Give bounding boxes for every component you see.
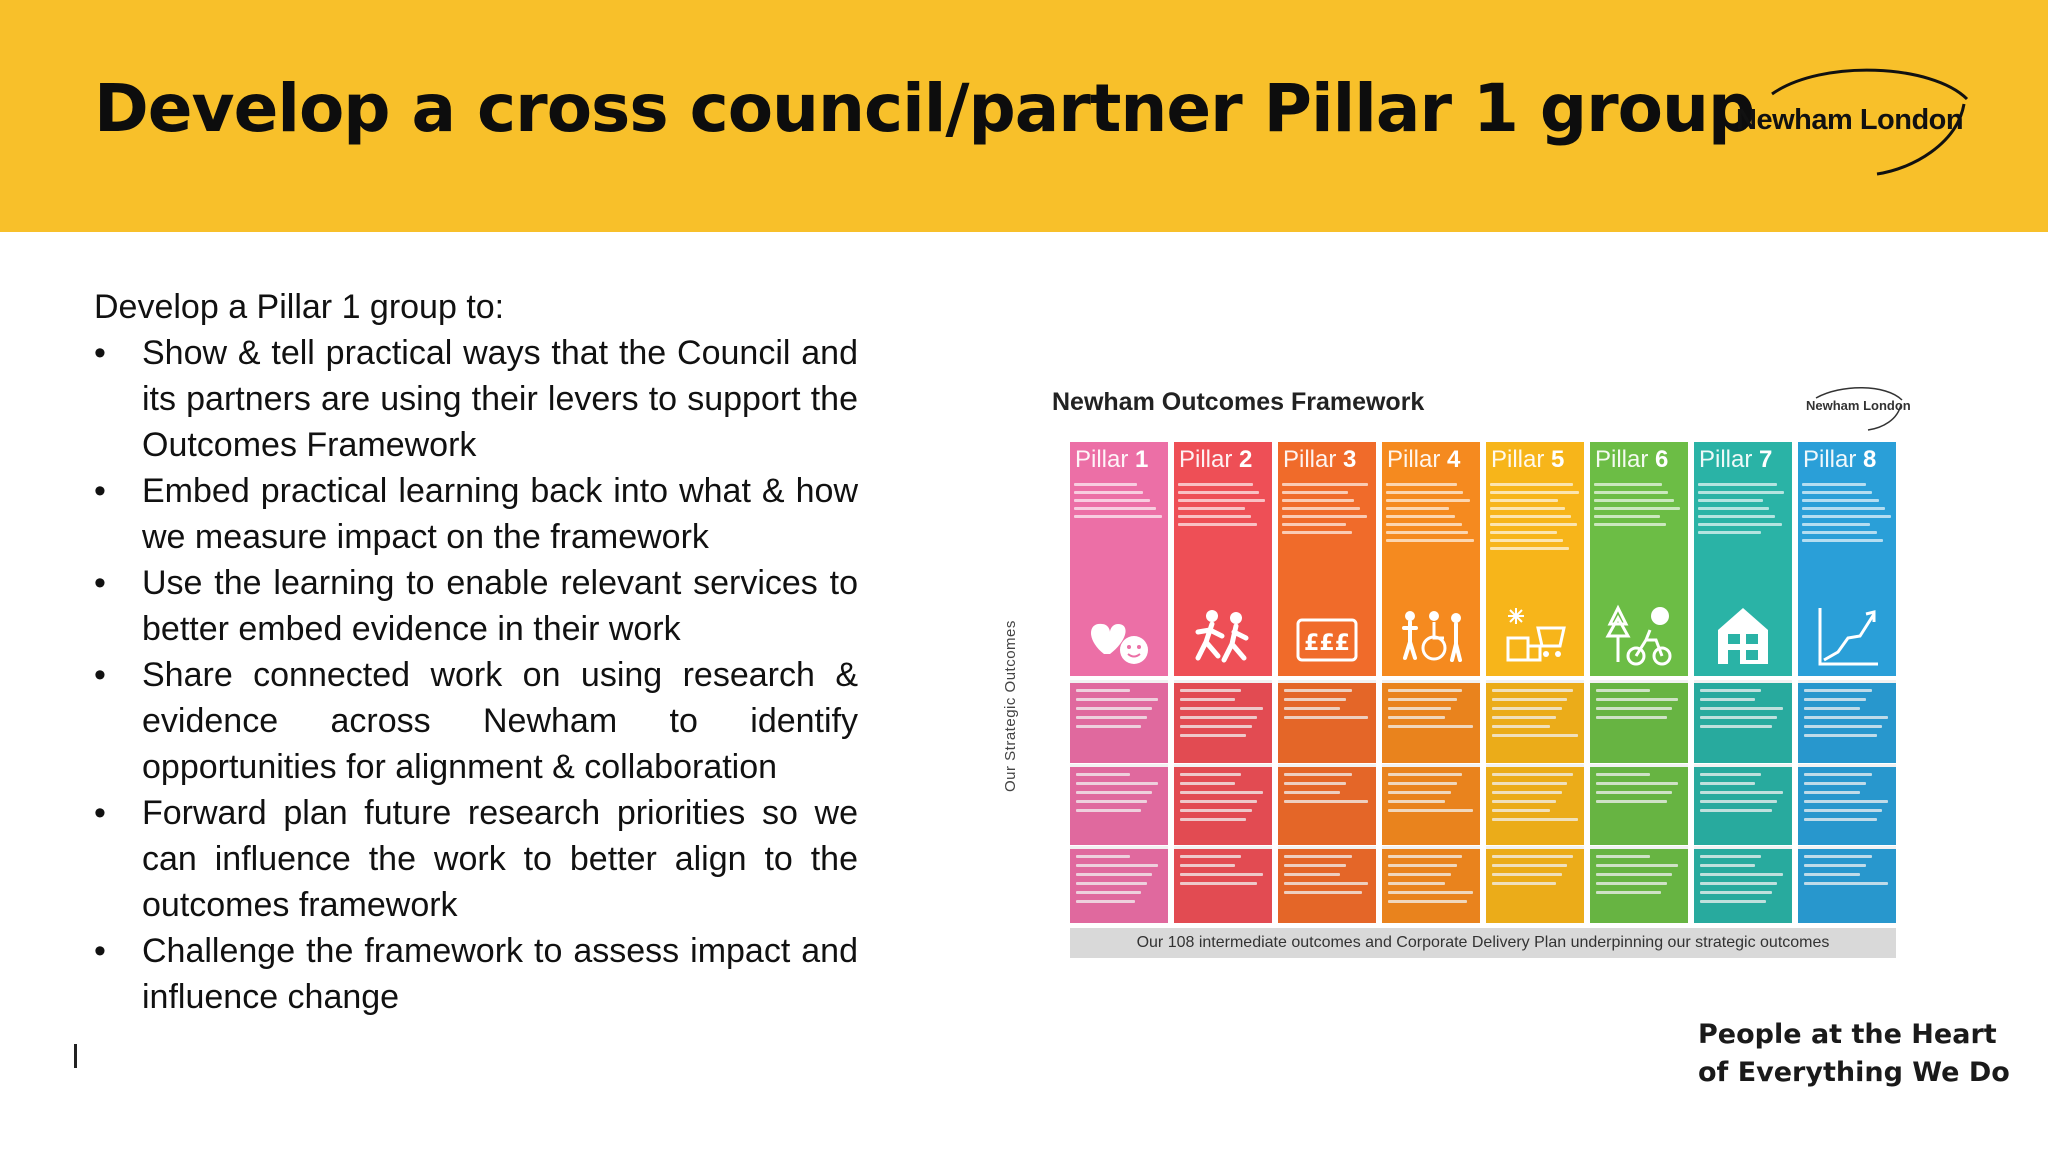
pillar-header bbox=[1278, 442, 1376, 676]
list-item bbox=[94, 790, 858, 928]
outcome-cell bbox=[1486, 764, 1584, 845]
people-accessibility-icon bbox=[1396, 602, 1466, 672]
framework-title: Newham Outcomes Framework bbox=[1052, 388, 1425, 416]
pillar-header bbox=[1590, 442, 1688, 676]
pillar-title: Pillar 2 bbox=[1179, 446, 1253, 473]
pillar-description bbox=[1282, 478, 1372, 598]
bullet-marker: • bbox=[94, 794, 106, 832]
slide-title: Develop a cross council/partner Pillar 1 group bbox=[94, 70, 1755, 147]
bullet-list bbox=[94, 330, 858, 1020]
list-item bbox=[94, 652, 858, 790]
pillar-column bbox=[1278, 442, 1376, 920]
pillar-header bbox=[1798, 442, 1896, 676]
outcome-cell bbox=[1590, 680, 1688, 763]
outcome-cell bbox=[1486, 680, 1584, 763]
pillar-title: Pillar 7 bbox=[1699, 446, 1773, 473]
pound-money-icon bbox=[1292, 602, 1362, 672]
outcome-cell bbox=[1486, 846, 1584, 923]
outcome-cell bbox=[1070, 680, 1168, 763]
growth-chart-icon bbox=[1812, 602, 1882, 672]
slogan-line: People at the Heart bbox=[1698, 1019, 1997, 1050]
pillar-description bbox=[1178, 478, 1268, 598]
bullet-text: Share connected work on using research & evidence across Newham to identify opportunities for alignment & collaboration bbox=[142, 656, 858, 786]
framework-logo-text: Newham London bbox=[1806, 398, 1911, 413]
pillar-header bbox=[1070, 442, 1168, 676]
bullet-text: Forward plan future research priorities so we can influence the work to better align to the outcomes framework bbox=[142, 794, 858, 924]
pillar-description bbox=[1074, 478, 1164, 598]
header-banner bbox=[0, 0, 2048, 232]
bullet-marker: • bbox=[94, 334, 106, 372]
pillar-title: Pillar 8 bbox=[1803, 446, 1877, 473]
outcome-cell bbox=[1694, 680, 1792, 763]
pillar-header bbox=[1382, 442, 1480, 676]
outcome-cell bbox=[1382, 680, 1480, 763]
outcome-cell bbox=[1590, 764, 1688, 845]
pillar-column bbox=[1694, 442, 1792, 920]
pillar-description bbox=[1386, 478, 1476, 598]
slide-body bbox=[94, 284, 858, 1020]
outcome-cell bbox=[1278, 764, 1376, 845]
bullet-marker: • bbox=[94, 932, 106, 970]
bullet-text: Challenge the framework to assess impact and influence change bbox=[142, 932, 858, 1016]
list-item bbox=[94, 468, 858, 560]
pillar-column bbox=[1070, 442, 1168, 920]
pillar-header bbox=[1694, 442, 1792, 676]
bullet-marker: • bbox=[94, 472, 106, 510]
outcome-cell bbox=[1798, 846, 1896, 923]
pillar-title: Pillar 1 bbox=[1075, 446, 1149, 473]
framework-logo bbox=[1806, 384, 1911, 434]
pillar-column bbox=[1590, 442, 1688, 920]
outcome-cell bbox=[1070, 764, 1168, 845]
outcome-cell bbox=[1174, 680, 1272, 763]
running-people-icon bbox=[1188, 602, 1258, 672]
logo-text: Newham London bbox=[1736, 104, 1964, 136]
outcome-cell bbox=[1694, 846, 1792, 923]
outcome-cell bbox=[1382, 846, 1480, 923]
pillar-column bbox=[1798, 442, 1896, 920]
outcome-cell bbox=[1590, 846, 1688, 923]
pillar-description bbox=[1594, 478, 1684, 598]
pillar-title: Pillar 6 bbox=[1595, 446, 1669, 473]
outcome-cell bbox=[1798, 764, 1896, 845]
outcome-cell bbox=[1174, 846, 1272, 923]
pillar-column bbox=[1382, 442, 1480, 920]
slogan bbox=[1698, 1016, 2010, 1092]
outcome-cell bbox=[1382, 764, 1480, 845]
outcome-cell bbox=[1174, 764, 1272, 845]
slogan-line: of Everything We Do bbox=[1698, 1057, 2010, 1088]
pillar-description bbox=[1802, 478, 1892, 598]
pillar-header bbox=[1174, 442, 1272, 676]
bullet-marker: • bbox=[94, 564, 106, 602]
pillar-column bbox=[1174, 442, 1272, 920]
outcome-cell bbox=[1278, 680, 1376, 763]
pillar-column bbox=[1486, 442, 1584, 920]
list-item bbox=[94, 928, 858, 1020]
decorative-mark bbox=[74, 1044, 77, 1068]
pillar-title: Pillar 5 bbox=[1491, 446, 1565, 473]
pillar-title: Pillar 4 bbox=[1387, 446, 1461, 473]
home-shopping-icon bbox=[1500, 602, 1570, 672]
bullet-text: Use the learning to enable relevant services to better embed evidence in their work bbox=[142, 564, 858, 648]
pillar-grid bbox=[1070, 442, 1896, 920]
outcome-cell bbox=[1070, 846, 1168, 923]
outcomes-framework-figure bbox=[1002, 372, 1920, 972]
framework-footer: Our 108 intermediate outcomes and Corporate Delivery Plan underpinning our strategic outcomes bbox=[1070, 928, 1896, 958]
outcome-cell bbox=[1694, 764, 1792, 845]
svg-text:£££: £££ bbox=[1304, 631, 1350, 656]
bullet-text: Show & tell practical ways that the Council and its partners are using their levers to support the Outcomes Framework bbox=[142, 334, 858, 464]
intro-text: Develop a Pillar 1 group to: bbox=[94, 288, 505, 326]
list-item bbox=[94, 560, 858, 652]
building-icon bbox=[1708, 602, 1778, 672]
bullet-marker: • bbox=[94, 656, 106, 694]
pillar-title: Pillar 3 bbox=[1283, 446, 1357, 473]
pillar-description bbox=[1490, 478, 1580, 598]
heart-smile-icon bbox=[1084, 602, 1154, 672]
tree-bike-icon bbox=[1604, 602, 1674, 672]
newham-london-logo bbox=[1732, 64, 1982, 184]
bullet-text: Embed practical learning back into what & how we measure impact on the framework bbox=[142, 472, 858, 556]
list-item bbox=[94, 330, 858, 468]
side-label: Our Strategic Outcomes bbox=[1002, 620, 1019, 792]
pillar-description bbox=[1698, 478, 1788, 598]
outcome-cell bbox=[1798, 680, 1896, 763]
outcome-cell bbox=[1278, 846, 1376, 923]
pillar-header bbox=[1486, 442, 1584, 676]
